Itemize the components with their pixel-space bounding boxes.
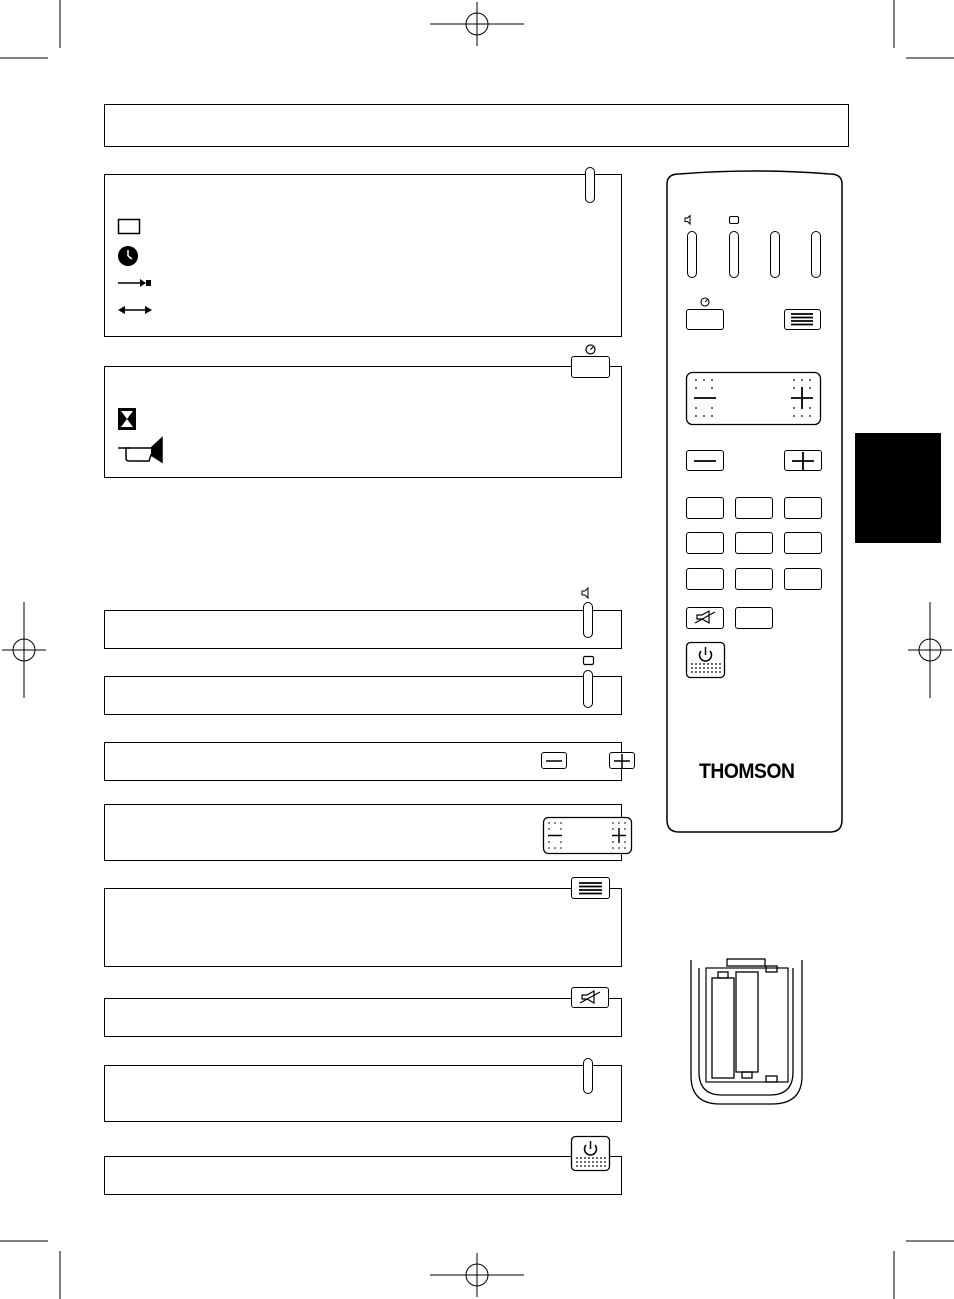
tv-screen-icon	[583, 656, 595, 666]
function-key-pill	[583, 1058, 593, 1094]
horn-icon	[118, 438, 164, 464]
minus-icon	[546, 760, 562, 762]
volume-key-pill	[583, 602, 593, 638]
mute-box	[104, 998, 622, 1037]
standby-box	[104, 1156, 622, 1195]
timer-icon	[585, 344, 597, 356]
menu-lines-icon	[791, 313, 815, 325]
minus-icon	[694, 460, 716, 462]
remote-key-8[interactable]	[735, 568, 773, 590]
section-tab	[855, 433, 941, 543]
remote-key-7[interactable]	[686, 568, 724, 590]
clock-icon	[118, 246, 140, 268]
remote-key-1[interactable]	[686, 497, 724, 519]
plus-icon	[792, 452, 814, 470]
mode-box	[104, 174, 622, 337]
picture-key-pill	[583, 670, 593, 708]
remote-key4-pill[interactable]	[811, 231, 821, 278]
tv-screen-icon	[118, 219, 142, 235]
remote-key-2[interactable]	[735, 497, 773, 519]
menu-box	[104, 888, 622, 967]
brand-logo: THOMSON	[699, 760, 795, 783]
plus-icon	[614, 754, 630, 768]
mute-speaker-icon	[695, 611, 717, 625]
menu-lines-icon	[579, 882, 603, 894]
timer-box	[104, 366, 622, 478]
remote-key-6[interactable]	[784, 532, 822, 554]
remote-key-4[interactable]	[686, 532, 724, 554]
program-rocker-key	[543, 817, 633, 855]
mode-key-pill	[585, 167, 595, 203]
remote-power-button[interactable]	[686, 642, 726, 679]
remote-key3-pill[interactable]	[770, 231, 780, 278]
timer-key	[571, 356, 610, 378]
volume-box	[104, 610, 622, 649]
tv-screen-icon	[729, 216, 740, 225]
mute-speaker-icon	[580, 991, 602, 1005]
speaker-icon	[581, 588, 591, 599]
remote-timer-button[interactable]	[686, 309, 724, 330]
remote-key-9[interactable]	[784, 568, 822, 590]
function-box	[104, 1065, 622, 1122]
battery-compartment	[690, 958, 804, 1108]
header-box	[104, 104, 849, 147]
timer-icon	[700, 297, 711, 308]
arrow-to-stop-icon	[118, 277, 154, 289]
remote-key-3[interactable]	[784, 497, 822, 519]
remote-key-5[interactable]	[735, 532, 773, 554]
power-key	[571, 1136, 611, 1172]
hourglass-icon	[118, 408, 138, 432]
picture-box	[104, 676, 622, 715]
double-arrow-icon	[118, 304, 154, 316]
remote-program-rocker[interactable]	[686, 372, 822, 426]
speaker-icon	[684, 215, 693, 225]
remote-volume-pill[interactable]	[687, 231, 697, 278]
remote-key-0[interactable]	[735, 607, 773, 629]
remote-picture-pill[interactable]	[729, 231, 739, 278]
